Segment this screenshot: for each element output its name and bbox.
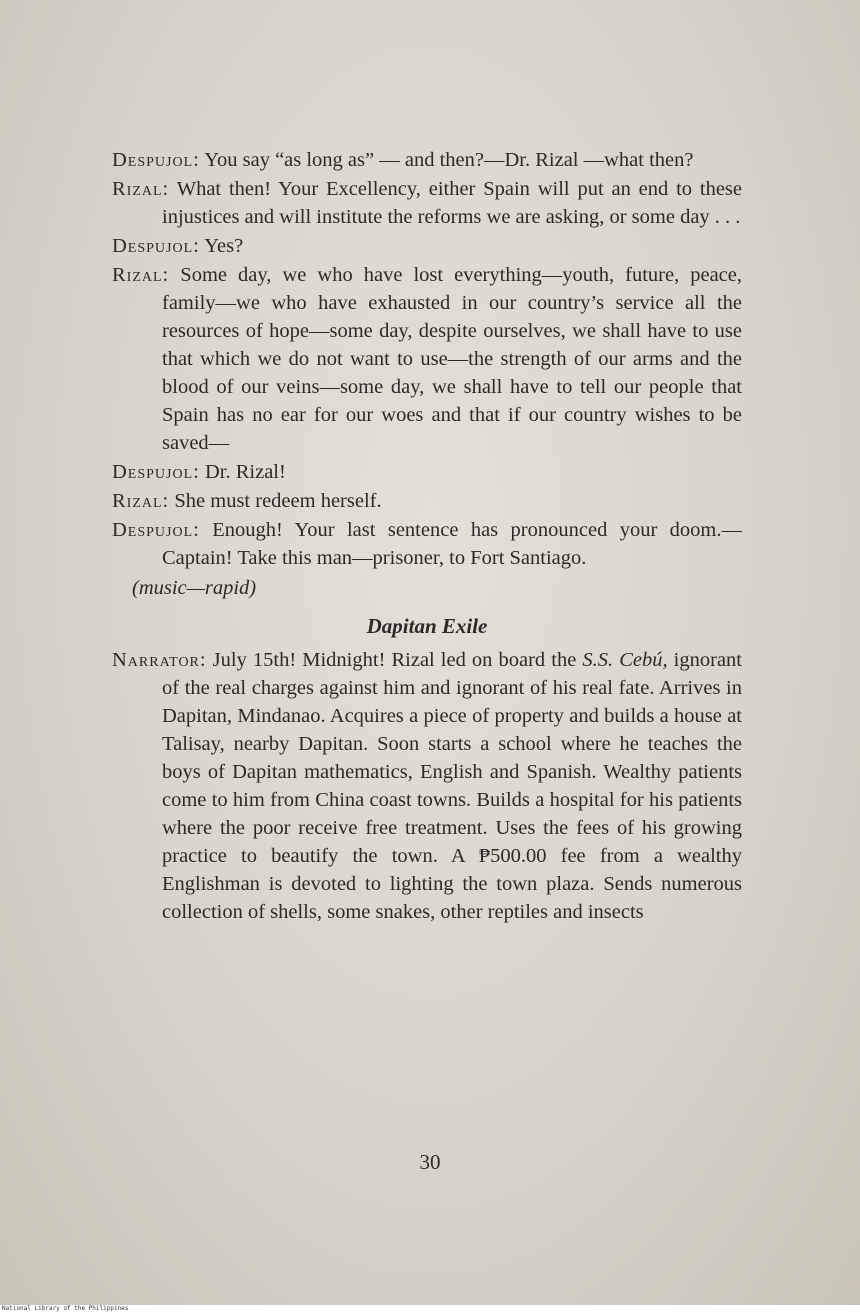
speaker-name: Rizal:	[112, 264, 170, 286]
dialogue-text: What then! Your Excellency, either Spain will put an end to these injustices and will institute the reforms we are asking, or some day . . .	[162, 178, 742, 228]
dialogue-line	[112, 516, 742, 572]
narrator-paragraph	[112, 646, 742, 926]
speaker-name: Rizal:	[112, 178, 170, 200]
dialogue-text: She must redeem herself.	[174, 490, 382, 512]
dialogue-text: Yes?	[204, 235, 244, 257]
dialogue-text: Dr. Rizal!	[204, 461, 286, 483]
dialogue-text: Enough! Your last sentence has pronounced your doom.—Captain! Take this man—prisoner, to Fort Santiago.	[162, 519, 743, 569]
library-footer: National Library of the Philippines	[2, 1305, 129, 1312]
page-text	[112, 146, 742, 927]
speaker-name: Narrator:	[112, 649, 207, 671]
speaker-name: Despujol:	[112, 149, 200, 171]
speaker-name: Rizal:	[112, 490, 170, 512]
section-heading: Dapitan Exile	[366, 614, 488, 638]
dialogue-line	[112, 458, 742, 486]
footer-strip	[0, 1305, 860, 1313]
narrator-text-before: July 15th! Midnight! Rizal led on board the	[212, 649, 583, 671]
stage-direction: (music—rapid)	[132, 577, 257, 599]
speaker-name: Despujol:	[112, 519, 200, 541]
dialogue-line	[112, 175, 742, 231]
ship-name: S.S. Cebú,	[582, 649, 668, 671]
dialogue-line	[112, 487, 742, 515]
dialogue-text: Some day, we who have lost everything—youth, future, peace, family—we who have exhausted in our country’s service all the resources of hope—some day, despite ourselves, we shall have to use that which we do not want to use—the strength of our arms and the blood of our veins—some day, we shall have to tell our people that Spain has no ear for our woes and that if our country wishes to be saved—	[162, 264, 743, 454]
speaker-name: Despujol:	[112, 461, 200, 483]
dialogue-text: You say “as long as” — and then?—Dr. Rizal —what then?	[204, 149, 694, 171]
narrator-text-after: ignorant of the real charges against him and ignorant of his real fate. Arrives in Dapitan, Mindanao. Acquires a piece of property and builds a house at Talisay, nearby Dapitan. Soon starts a school where he teaches the boys of Dapitan mathematics, English and Spanish. Wealthy patients come to him from China coast towns. Builds a hospital for his patients where the poor receive free treatment. Uses the fees of his growing practice to beautify the town. A ₱500.00 fee from a wealthy Englishman is devoted to lighting the town plaza. Sends numerous collection of shells, some snakes, other reptiles and insects	[162, 649, 742, 923]
dialogue-line	[112, 146, 742, 174]
page-number: 30	[419, 1150, 441, 1174]
dialogue-line	[112, 261, 742, 457]
speaker-name: Despujol:	[112, 235, 200, 257]
dialogue-line	[112, 232, 742, 260]
